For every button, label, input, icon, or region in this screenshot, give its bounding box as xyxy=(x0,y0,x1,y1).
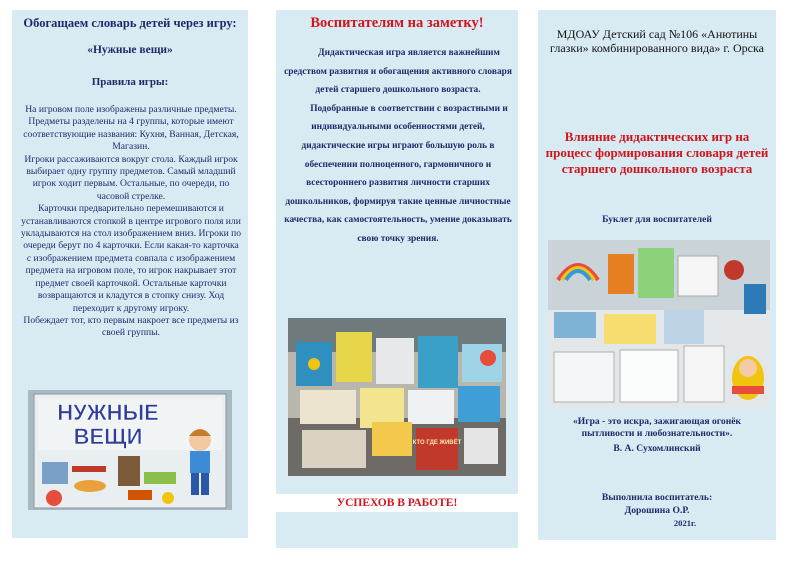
middle-paragraph: Подобранные в соответствии с возрастными и индивидуальными особенностями детей, дидактические игры играют большую роль в обеспечении полноценного, гармоничного и всестороннего развития личности старших дошкольников, формируя такие ценные личностные качества, как самостоятельность, умение доказывать свою точку зрения. xyxy=(284,103,512,244)
middle-text xyxy=(284,44,512,249)
rules-paragraph: На игровом поле изображены различные предметы. Предметы разделены на 4 группы, которые имеют соответствующие названия: Кухня, Ванная, Детская, Магазин. xyxy=(23,104,239,153)
booklet-subtitle: Буклет для воспитателей xyxy=(602,214,712,225)
classroom-photo xyxy=(548,240,770,408)
kindergarten-name: МДОАУ Детский сад №106 «Анютины глазки» комбинированного вида» г. Орска xyxy=(550,27,764,55)
made-by-label: Выполнила воспитатель: xyxy=(601,492,713,503)
middle-paragraph: Дидактическая игра является важнейшим средством развития и обогащения активного словаря детей старшего дошкольного возраста. xyxy=(284,48,512,96)
year-label: 2021г. xyxy=(673,518,697,528)
sign-text: КТО ГДЕ ЖИВЁТ xyxy=(412,440,462,446)
rules-heading: Правила игры: xyxy=(91,76,169,88)
game-name: «Нужные вещи» xyxy=(87,44,173,56)
game-box-photo xyxy=(28,390,232,510)
middle-panel-footer xyxy=(276,512,518,548)
rules-paragraph: Игроки рассаживаются вокруг стола. Каждый игрок выбирает одну группу предметов. Самый младший игрок ходит первым. Остальные, по очереди, по часовой стрелке. xyxy=(24,153,238,202)
author-name: Дорошина О.Р. xyxy=(624,505,690,516)
quote-author: В. А. Сухомлинский xyxy=(613,443,701,454)
box-title-line1: НУЖНЫЕ xyxy=(57,400,159,425)
games-table-photo xyxy=(288,318,506,476)
rules-paragraph: Карточки предварительно перемешиваются и устанавливаются стопкой в центре игрового поля или укладываются на стол изображением вниз. Игроки по очереди берут по 4 карточки. Если какая-то карточка с изображением предмета совпала с изображением предмета на игровом поле, то игрок накрывает этот предмет своей карточкой. Остальные карточки возвращаются и кладутся в стопку снизу. Ход переходит к другому игроку. xyxy=(20,203,242,314)
rules-paragraph: Побеждает тот, кто первым накроет все предметы из своей группы. xyxy=(23,314,239,339)
left-heading: Обогащаем словарь детей через игру: xyxy=(23,16,237,30)
rules-text xyxy=(20,104,242,340)
success-wish: УСПЕХОВ В РАБОТЕ! xyxy=(336,497,458,509)
booklet-title: Влияние дидактических игр на процесс формирования словаря детей старшего дошкольного возраста xyxy=(545,129,769,176)
box-title-line2: ВЕЩИ xyxy=(73,424,143,449)
middle-heading: Воспитателям на заметку! xyxy=(310,15,484,31)
quote-text: «Игра - это искра, зажигающая огонёк пытливости и любознательности». xyxy=(572,416,742,439)
